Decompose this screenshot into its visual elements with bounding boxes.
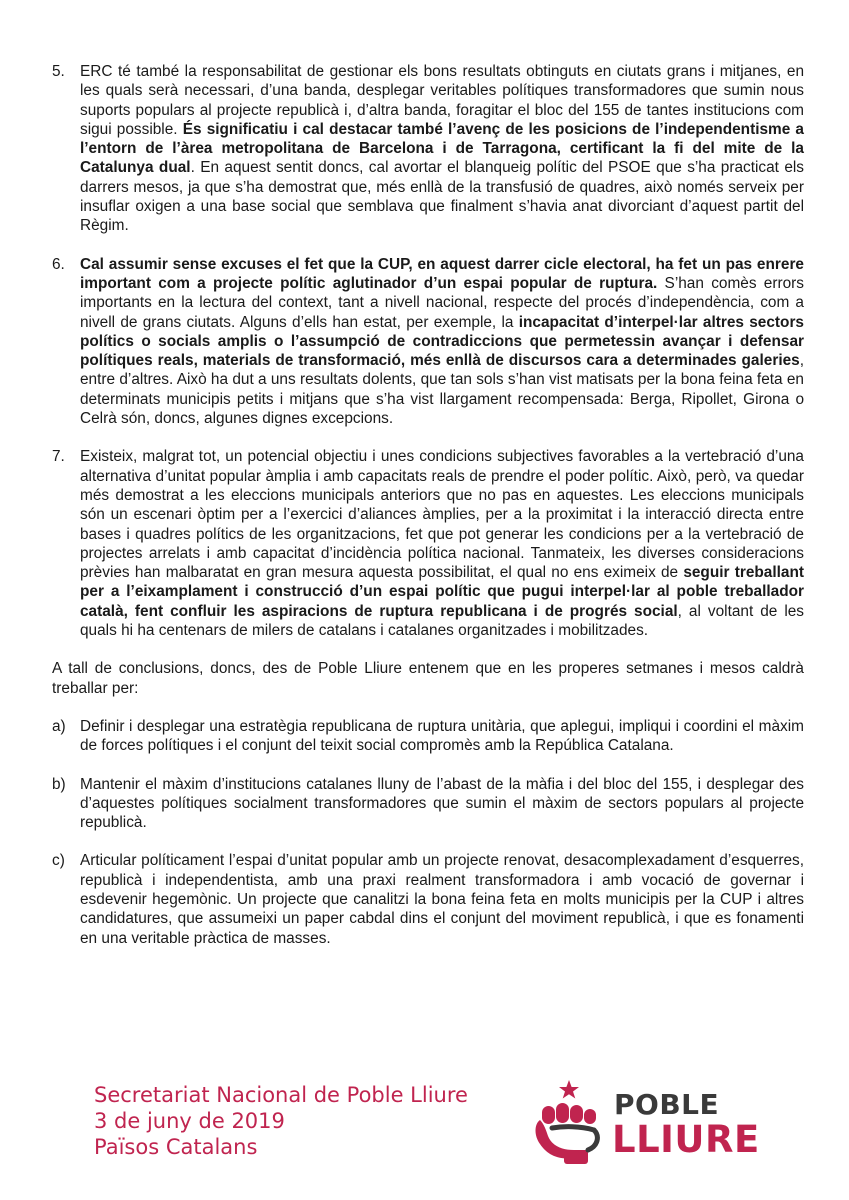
conclusion-item-a bbox=[52, 717, 804, 756]
emphasis: Cal assumir sense excuses el fet que la CUP, en aquest darrer cicle electoral, ha fet un pas enrere important com a projecte polític aglutinador d’un espai popular de ruptura. bbox=[80, 255, 804, 292]
item-text: Cal assumir sense excuses el fet que la CUP, en aquest darrer cicle electoral, ha fet un pas enrere important com a projecte polític aglutinador d’un espai popular de ruptura. S’han comès errors importants en la lectura del context, tant a nivell nacional, respecte del procés d’independència, com a nivell de grans ciutats. Alguns d’ells han estat, per exemple, la incapacitat d’interpel·lar altres sectors polítics o socials amplis o l’assumpció de contradiccions que permetessin avançar i defensar polítiques reals, materials de transformació, més enllà de discursos cara a determinades galeries, entre d’altres. Això ha dut a uns resultats dolents, que tan sols s’han vist matisats per la bona feina feta en determinats municipis petits i mitjans que s’ha vist llargament recompensada: Berga, Ripollet, Girona o Celrà són, doncs, algunes dignes excepcions. bbox=[80, 255, 804, 428]
numbered-item-7 bbox=[52, 447, 804, 640]
item-letter: c) bbox=[52, 852, 65, 870]
item-letter: a) bbox=[52, 717, 66, 735]
item-text: Mantenir el màxim d’institucions catalanes lluny de l’abast de la màfia i del bloc del 155, i desplegar des d’aquestes polítiques socialment transformadores que sumin el màxim de sectors populars al projecte republicà. bbox=[80, 775, 804, 832]
conclusion-item-c bbox=[52, 851, 804, 947]
document-body bbox=[52, 62, 804, 948]
conclusion-item-b bbox=[52, 775, 804, 833]
item-text: Definir i desplegar una estratègia republicana de ruptura unitària, que aplegui, impliqui i coordini el màxim de forces polítiques i el conjunt del teixit social compromès amb la República Catalana. bbox=[80, 717, 804, 755]
raised-fist-star-icon bbox=[530, 1078, 608, 1168]
item-number: 6. bbox=[52, 255, 65, 273]
logo-word-poble: POBLE bbox=[614, 1088, 720, 1121]
logo-word-lliure: LLIURE bbox=[612, 1118, 760, 1161]
emphasis: És significatiu i cal destacar també l’avenç de les posicions de l’independentisme a l’entorn de l’àrea metropolitana de Barcelona i de Tarragona, certificant la fi del mite de la Catalunya dual bbox=[80, 120, 804, 177]
item-number: 5. bbox=[52, 63, 65, 80]
footer-place: Països Catalans bbox=[94, 1135, 258, 1159]
emphasis: seguir treballant per a l’eixamplament i construcció d’un espai polític que pugui interpel·lar al poble treballador català, fent confluir les aspiracions de ruptura republicana i de progrés social bbox=[80, 564, 804, 620]
footer-signature bbox=[94, 1082, 468, 1160]
numbered-item-5 bbox=[52, 62, 804, 236]
footer-date: 3 de juny de 2019 bbox=[94, 1109, 285, 1133]
poble-lliure-logo bbox=[530, 1078, 760, 1168]
emphasis: incapacitat d’interpel·lar altres sectors polítics o socials amplis o l’assumpció de contradiccions que permetessin avançar i defensar polítiques reals, materials de transformació, més enllà de discursos cara a determinades galeries bbox=[80, 313, 804, 370]
footer-organization: Secretariat Nacional de Poble Lliure bbox=[94, 1083, 468, 1107]
item-text: ERC té també la responsabilitat de gestionar els bons resultats obtinguts en ciutats grans i mitjanes, en les quals serà necessari, d’una banda, desplegar veritables polítiques transformadores que sumin nous suports populars al projecte republicà i, d’altra banda, foragitar el bloc del 155 de tantes institucions com sigui possible. És significatiu i cal destacar també l’avenç de les posicions de l’independentisme a l’entorn de l’àrea metropolitana de Barcelona i de Tarragona, certificant la fi del mite de la Catalunya dual. En aquest sentit doncs, cal avortar el blanqueig polític del PSOE que s’ha practicat els darrers mesos, ja que s’ha demostrat que, més enllà de la transfusió de quadres, això només serveix per insuflar oxigen a una base social que semblava que finalment s’havia anat divorciant d’aquest partit del Règim. bbox=[80, 63, 804, 235]
item-letter: b) bbox=[52, 775, 66, 793]
numbered-item-6 bbox=[52, 255, 804, 429]
item-text: Existeix, malgrat tot, un potencial objectiu i unes condicions subjectives favorables a la vertebració d’una alternativa d’unitat popular àmplia i amb capacitats reals de prendre el poder polític. Això, però, va quedar més demostrat a les eleccions municipals anteriors que no pas en aquestes. Les eleccions municipals són un escenari òptim per a l’exercici d’aliances àmplies, per a la proximitat i la interacció directa entre bases i quadres polítics de les organitzacions, fet que pot generar les condicions per a la vertebració de projectes arrelats i amb capacitat d’incidència política nacional. Tanmateix, les diverses consideracions prèvies han malbaratat en gran mesura aquesta possibilitat, el qual no ens eximeix de seguir treballant per a l’eixamplament i construcció d’un espai polític que pugui interpel·lar al poble treballador català, fent confluir les aspiracions de ruptura republicana i de progrés social, al voltant de les quals hi ha centenars de milers de catalans i catalanes organitzades i mobilitzades. bbox=[80, 448, 804, 640]
item-text: Articular políticament l’espai d’unitat popular amb un projecte renovat, desacomplexadament d’esquerres, republicà i independentista, amb una praxi realment transformadora i amb vocació de governar i esdevenir hegemònic. Un projecte que canalitzi la bona feina feta en molts municipis per la CUP i altres candidatures, que assumeixi un paper cabdal dins el conjunt del moviment republicà, i que es fonamenti en una veritable pràctica de masses. bbox=[80, 852, 804, 947]
conclusion-intro: A tall de conclusions, doncs, des de Poble Lliure entenem que en les properes setmanes i mesos caldrà treballar per: bbox=[52, 660, 804, 697]
item-number: 7. bbox=[52, 448, 65, 466]
